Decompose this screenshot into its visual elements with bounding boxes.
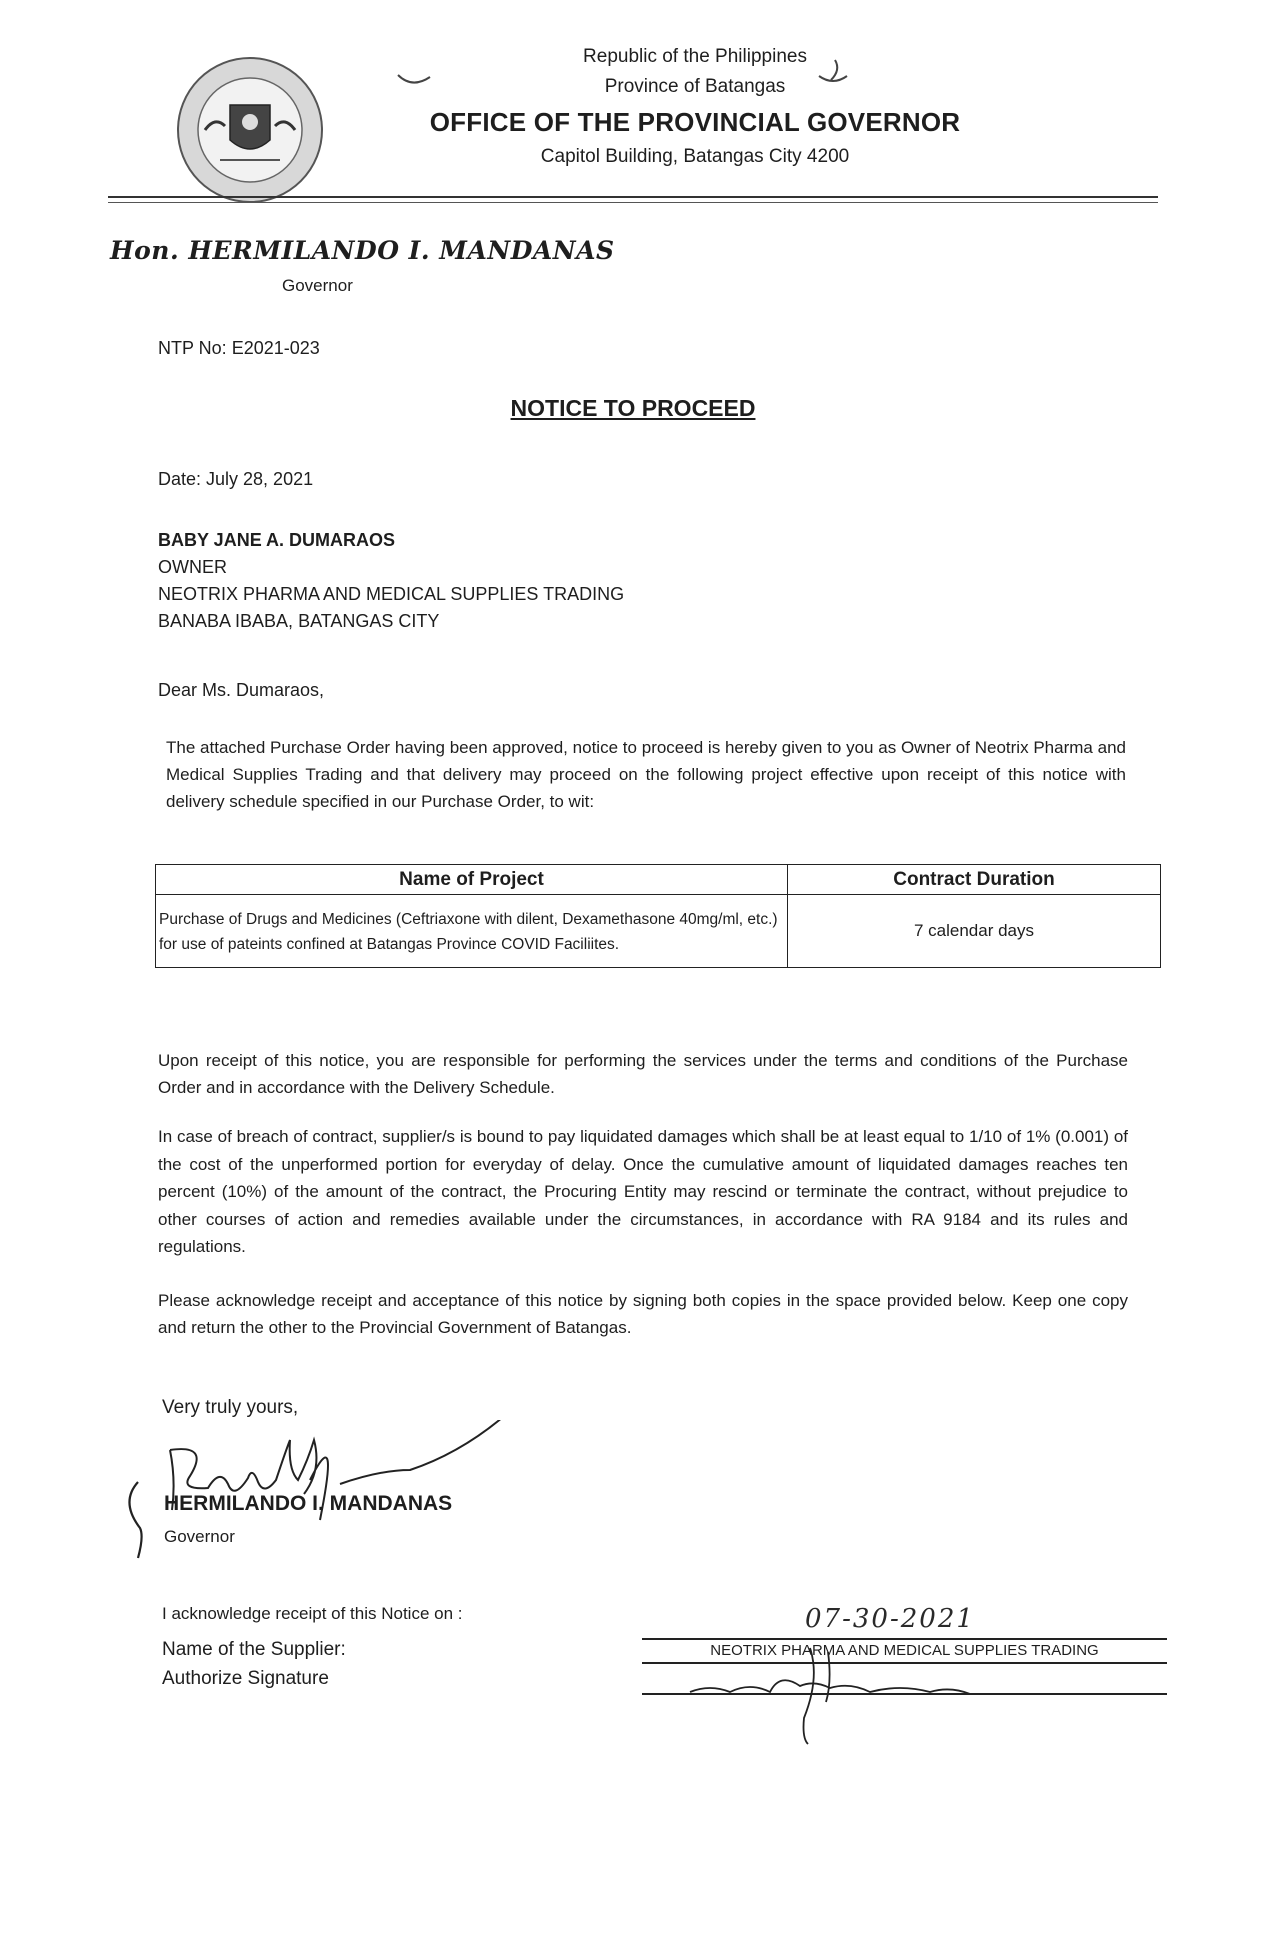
addressee-location: BANABA IBABA, BATANGAS CITY [158,611,440,631]
paragraph-responsibility: Upon receipt of this notice, you are responsible for performing the services under the terms and conditions of the Purchase Order and in accordance with the Delivery Schedule. [158,1051,1128,1097]
supplier-name-label: Name of the Supplier: [162,1639,346,1660]
addressee-company: NEOTRIX PHARMA AND MEDICAL SUPPLIES TRADING [158,584,625,604]
acknowledge-label: I acknowledge receipt of this Notice on : [162,1604,463,1623]
header-rule-thin [108,202,1158,203]
document-date: Date: July 28, 2021 [158,469,314,489]
paragraph-liquidated-damages: In case of breach of contract, supplier/s is bound to pay liquidated damages which shall be at least equal to 1/10 of 1% (0.001) of the cost of the unperformed portion for everyday of delay. Once the cumulative amount of liquidated damages reaches ten percent (10%) of the amount of the contract, the Procuring Entity may rescind or terminate the contract, without prejudice to other courses of action and remedies available under the circumstances, in accordance with RA 9184 and its rules and regulations. [158,1127,1128,1256]
header-address: Capitol Building, Batangas City 4200 [540,146,850,167]
addressee-block [158,527,624,635]
signer-name: HERMILANDO I. MANDANAS [164,1492,453,1515]
addressee-name: BABY JANE A. DUMARAOS [158,530,396,550]
column-header-project: Name of Project [156,865,788,895]
closing: Very truly yours, [162,1397,299,1418]
project-name-cell: Purchase of Drugs and Medicines (Ceftriaxone with dilent, Dexamethasone 40mg/ml, etc.) for use of pateints confined at Batangas Province COVID Faciliites. [156,895,788,968]
document-title: NOTICE TO PROCEED [510,395,756,421]
signer-title: Governor [164,1527,235,1546]
governor-name: Hon. HERMILANDO I. MANDANAS [110,236,615,265]
governor-title: Governor [282,276,353,295]
header-rule [108,196,1158,198]
header-office: OFFICE OF THE PROVINCIAL GOVERNOR [429,107,961,137]
table-row [156,895,1161,968]
addressee-position: OWNER [158,557,227,577]
header-province: Province of Batangas [604,76,786,97]
handwritten-receipt-date: 07-30-2021 [805,1604,975,1634]
provincial-seal-icon [160,50,340,210]
project-table [155,864,1161,968]
supplier-signature-icon [660,1608,1040,1748]
authorize-signature-label: Authorize Signature [162,1668,329,1689]
paragraph-intro: The attached Purchase Order having been approved, notice to proceed is hereby given to you as Owner of Neotrix Pharma and Medical Supplies Trading and that delivery may proceed on the following project effective upon receipt of this notice with delivery schedule specified in our Purchase Order, to wit: [166,738,1126,811]
column-header-duration: Contract Duration [788,865,1161,895]
header-republic: Republic of the Philippines [583,46,807,67]
paragraph-acknowledge: Please acknowledge receipt and acceptance of this notice by signing both copies in the space provided below. Keep one copy and return the other to the Provincial Government of Batangas. [158,1291,1128,1337]
ntp-number: NTP No: E2021-023 [158,338,320,358]
supplier-name-value: NEOTRIX PHARMA AND MEDICAL SUPPLIES TRADING [710,1642,1099,1659]
contract-duration-cell: 7 calendar days [788,895,1161,968]
salutation: Dear Ms. Dumaraos, [158,680,325,700]
table-header-row [156,865,1161,895]
